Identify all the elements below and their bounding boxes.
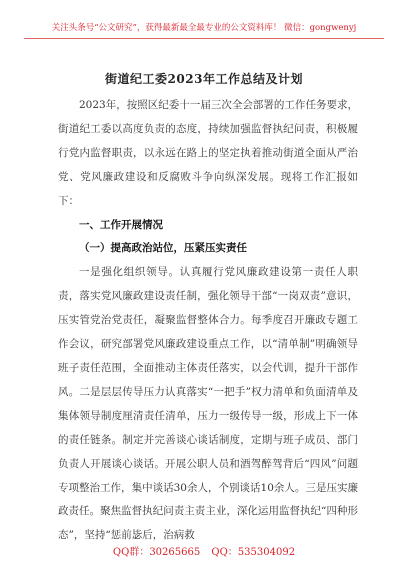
page-header: 关注头条号“公文研究”，获得最新最全最专业的公文资料库！ 微信：gongwenyj <box>24 18 384 39</box>
footer-qq: QQ：535304092 <box>211 547 296 558</box>
body-paragraph: 一是强化组织领导。认真履行党风廉政建设第一责任人职责，落实党风廉政建设责任制，强化领导干部“一岗双责”意识，压实管党治党责任，凝聚监督整体合力。每季度召开廉政专题工作会议，研究部署党风廉政建设重点工作，以“清单制”明确领导班子责任范围，全面推动主体责任落实，以会代训，提升干部作风。二是层层传导压力认真落实“一把手”权力清单和负面清单及集体领导制度厘清责任清单，压力一级传导一级，形成上下一体的责任链条。制定并完善谈心谈话制度，定期与班子成员、部门负责人开展谈心谈话。开展公职人员和酒驾醉驾背后“四风”问题专项整治工作，集中谈话30余人，个别谈话10余人。三是压实廉政责任。聚焦监督执纪问责主责主业，深化运用监督执纪“四种形态”，坚持“惩前毖后，治病救 <box>58 266 358 542</box>
section-heading: 一、工作开展情况 <box>79 218 163 231</box>
intro-paragraph: 2023年，按照区纪委十一届三次全会部署的工作任务要求，街道纪工委以高度负责的态度，持续加强监督执纪问责，积极履行党内监督职责，以永远在路上的坚定执着推动街道全面从严治党、党风廉政建设和反腐败斗争向纵深发展。现将工作汇报如下： <box>58 99 358 207</box>
document-title: 街道纪工委2023年工作总结及计划 <box>105 72 303 86</box>
page-footer <box>0 543 408 558</box>
subsection-heading: （一）提高政治站位，压紧压实责任 <box>79 242 247 255</box>
document-body <box>58 94 358 548</box>
footer-qq-group: QQ群：30265665 <box>112 547 201 558</box>
